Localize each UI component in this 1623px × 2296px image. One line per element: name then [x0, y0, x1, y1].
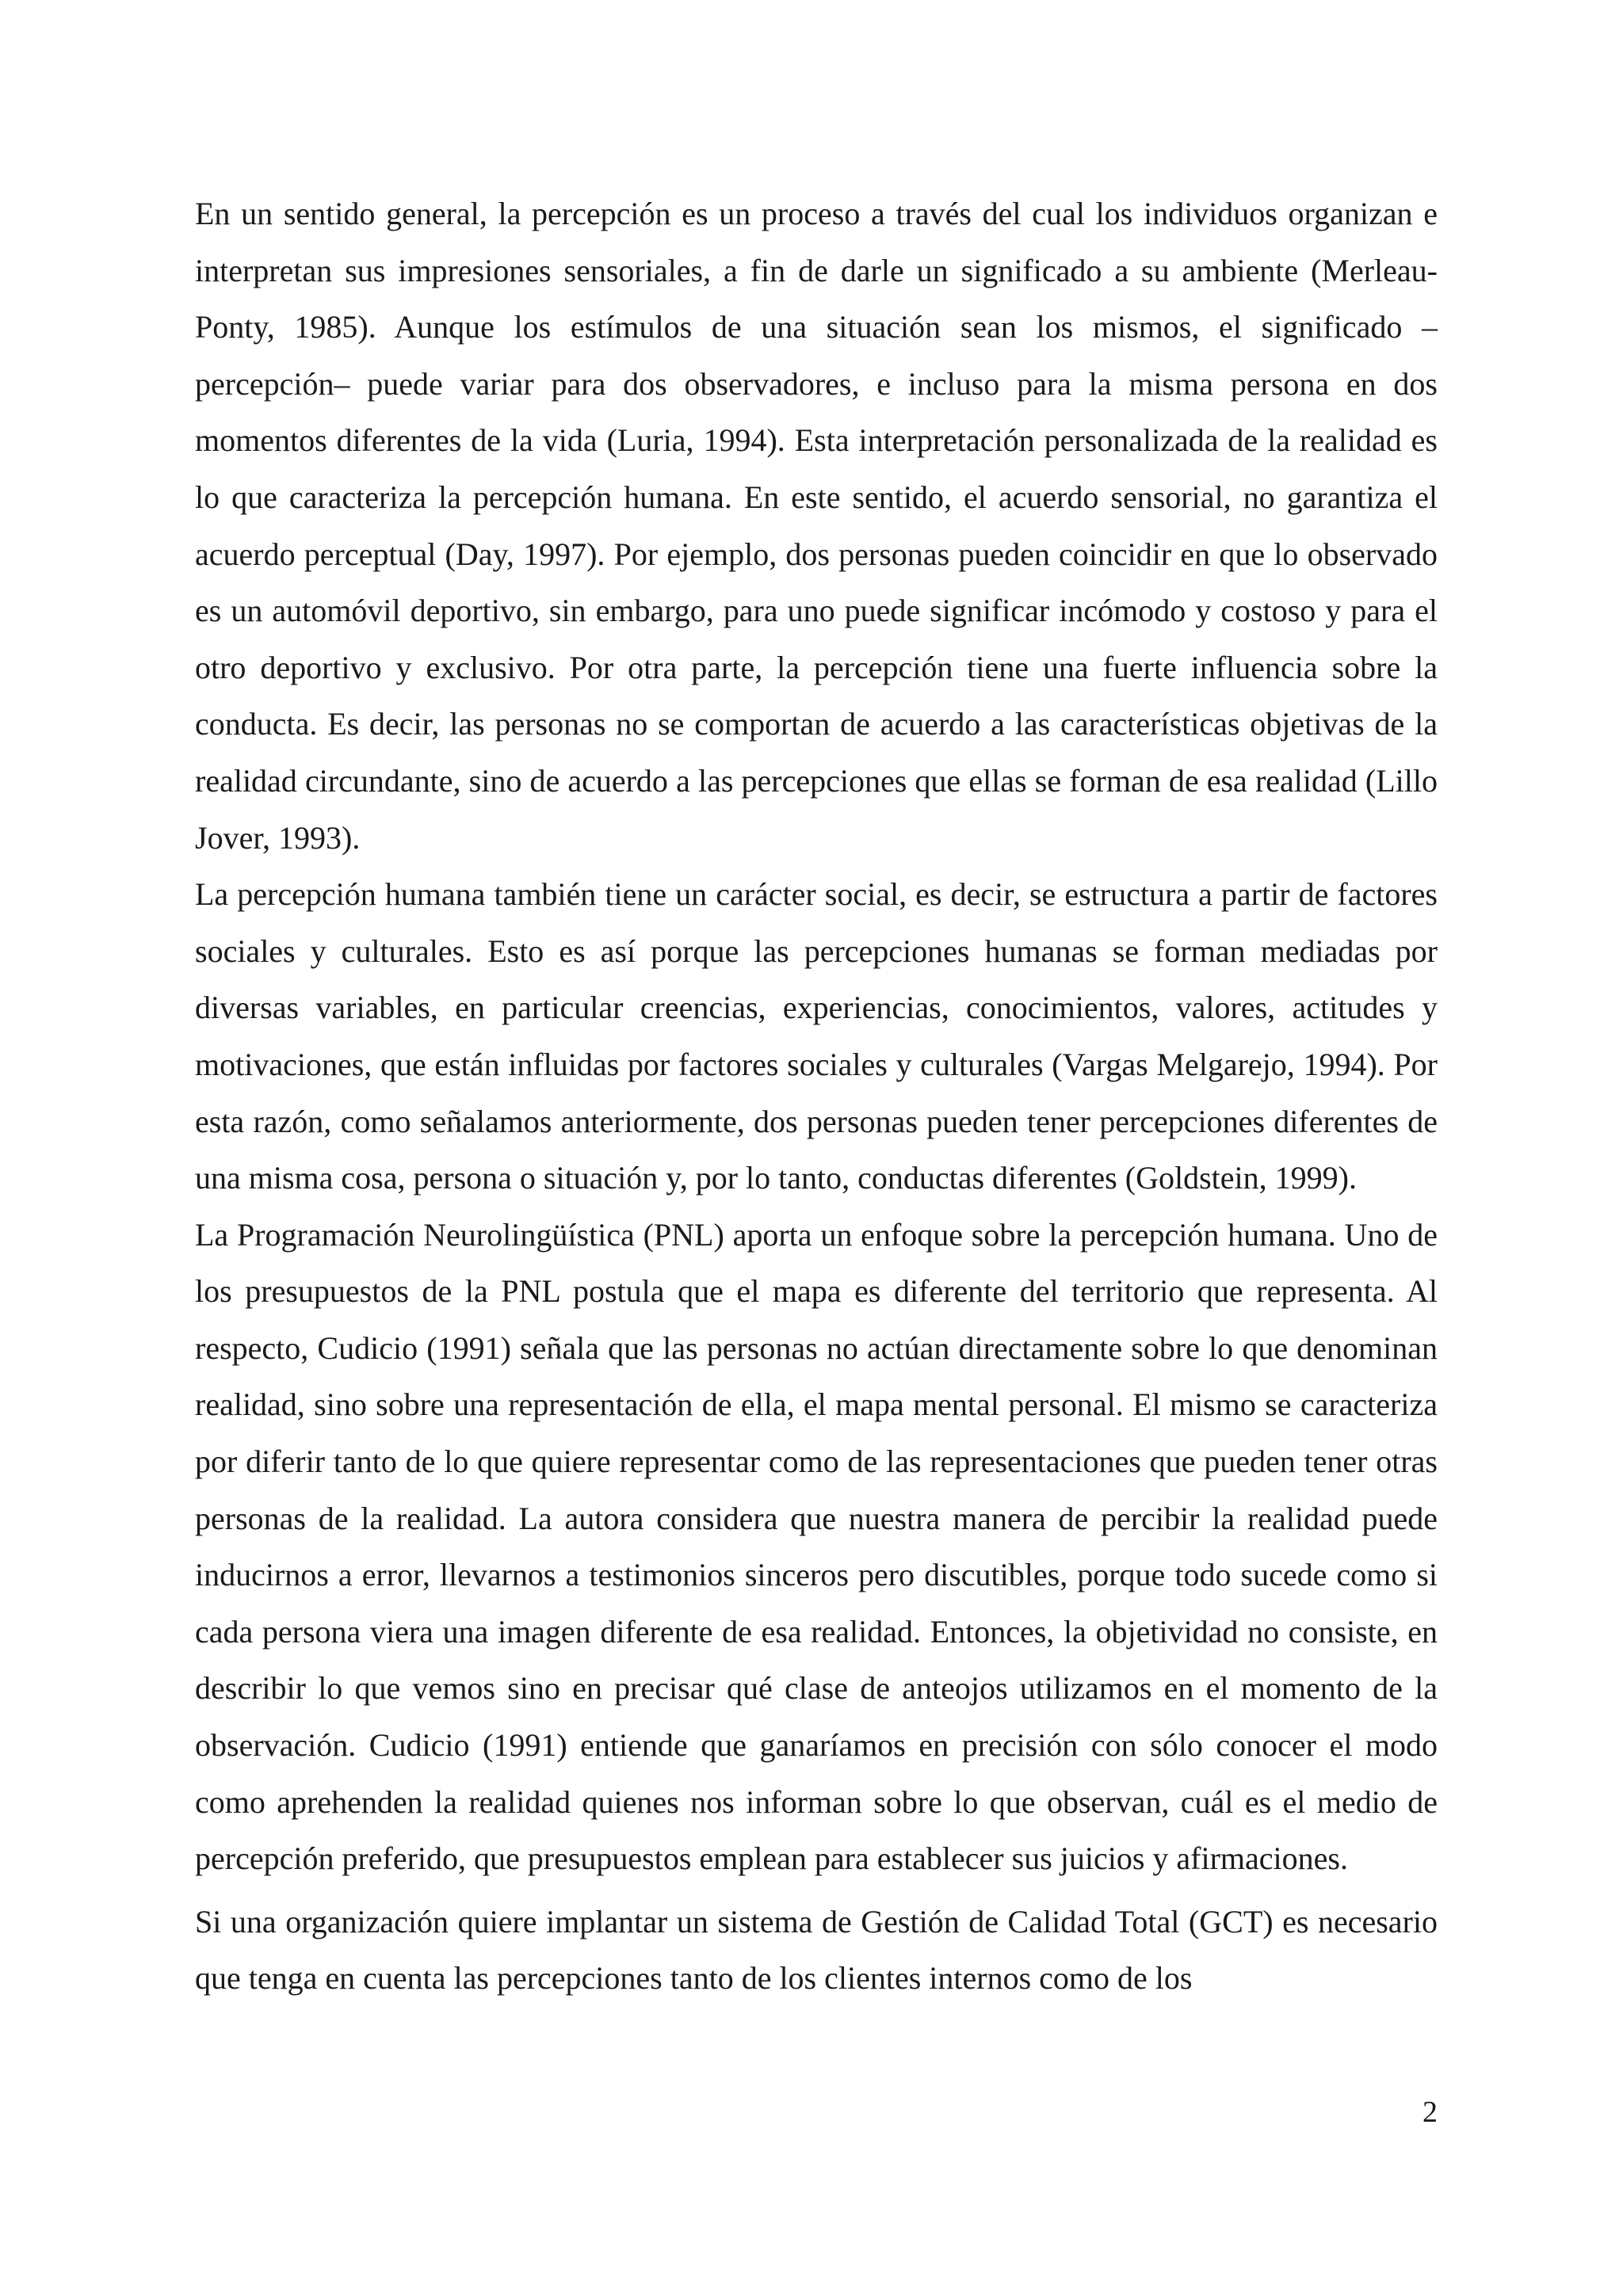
paragraph: Si una organización quiere implantar un sistema de Gestión de Calidad Total (GCT) es necesario que tenga en cuenta las percepciones tanto de los clientes internos como de los — [195, 1903, 1438, 1997]
page-number: 2 — [1423, 2096, 1438, 2129]
body-text — [195, 185, 1438, 2007]
paragraph: La Programación Neurolingüística (PNL) aporta un enfoque sobre la percepción humana. Uno de los presupuestos de la PNL postula que el mapa es diferente del territorio que representa. Al respecto, Cudicio (1991) señala que las personas no actúan directamente sobre lo que denominan realidad, sino sobre una representación de ella, el mapa mental personal. El mismo se caracteriza por diferir tanto de lo que quiere representar como de las representaciones que pueden tener otras personas de la realidad. La autora considera que nuestra manera de percibir la realidad puede inducirnos a error, llevarnos a testimonios sinceros pero discutibles, porque todo sucede como si cada persona viera una imagen diferente de esa realidad. Entonces, la objetividad no consiste, en describir lo que vemos sino en precisar qué clase de anteojos utilizamos en el momento de la observación. Cudicio (1991) entiende que ganaríamos en precisión con sólo conocer el modo como aprehenden la realidad quienes nos informan sobre lo que observan, cuál es el medio de percepción preferido, que presupuestos emplean para establecer sus juicios y afirmaciones. — [195, 1216, 1438, 1877]
paragraph: La percepción humana también tiene un carácter social, es decir, se estructura a partir de factores sociales y culturales. Esto es así porque las percepciones humanas se forman mediadas por diversas variables, en particular creencias, experiencias, conocimientos, valores, actitudes y motivaciones, que están influidas por factores sociales y culturales (Vargas Melgarejo, 1994). Por esta razón, como señalamos anteriormente, dos personas pueden tener percepciones diferentes de una misma cosa, persona o situación y, por lo tanto, conductas diferentes (Goldstein, 1999). — [195, 876, 1438, 1196]
paragraph: En un sentido general, la percepción es un proceso a través del cual los individuos organizan e interpretan sus impresiones sensoriales, a fin de darle un significado a su ambiente (Merleau-Ponty, 1985). Aunque los estímulos de una situación sean los mismos, el significado –percepción– puede variar para dos observadores, e incluso para la misma persona en dos momentos diferentes de la vida (Luria, 1994). Esta interpretación personalizada de la realidad es lo que caracteriza la percepción humana. En este sentido, el acuerdo sensorial, no garantiza el acuerdo perceptual (Day, 1997). Por ejemplo, dos personas pueden coincidir en que lo observado es un automóvil deportivo, sin embargo, para uno puede significar incómodo y costoso y para el otro deportivo y exclusivo. Por otra parte, la percepción tiene una fuerte influencia sobre la conducta. Es decir, las personas no se comportan de acuerdo a las características objetivas de la realidad circundante, sino de acuerdo a las percepciones que ellas se forman de esa realidad (Lillo Jover, 1993). — [195, 196, 1438, 856]
